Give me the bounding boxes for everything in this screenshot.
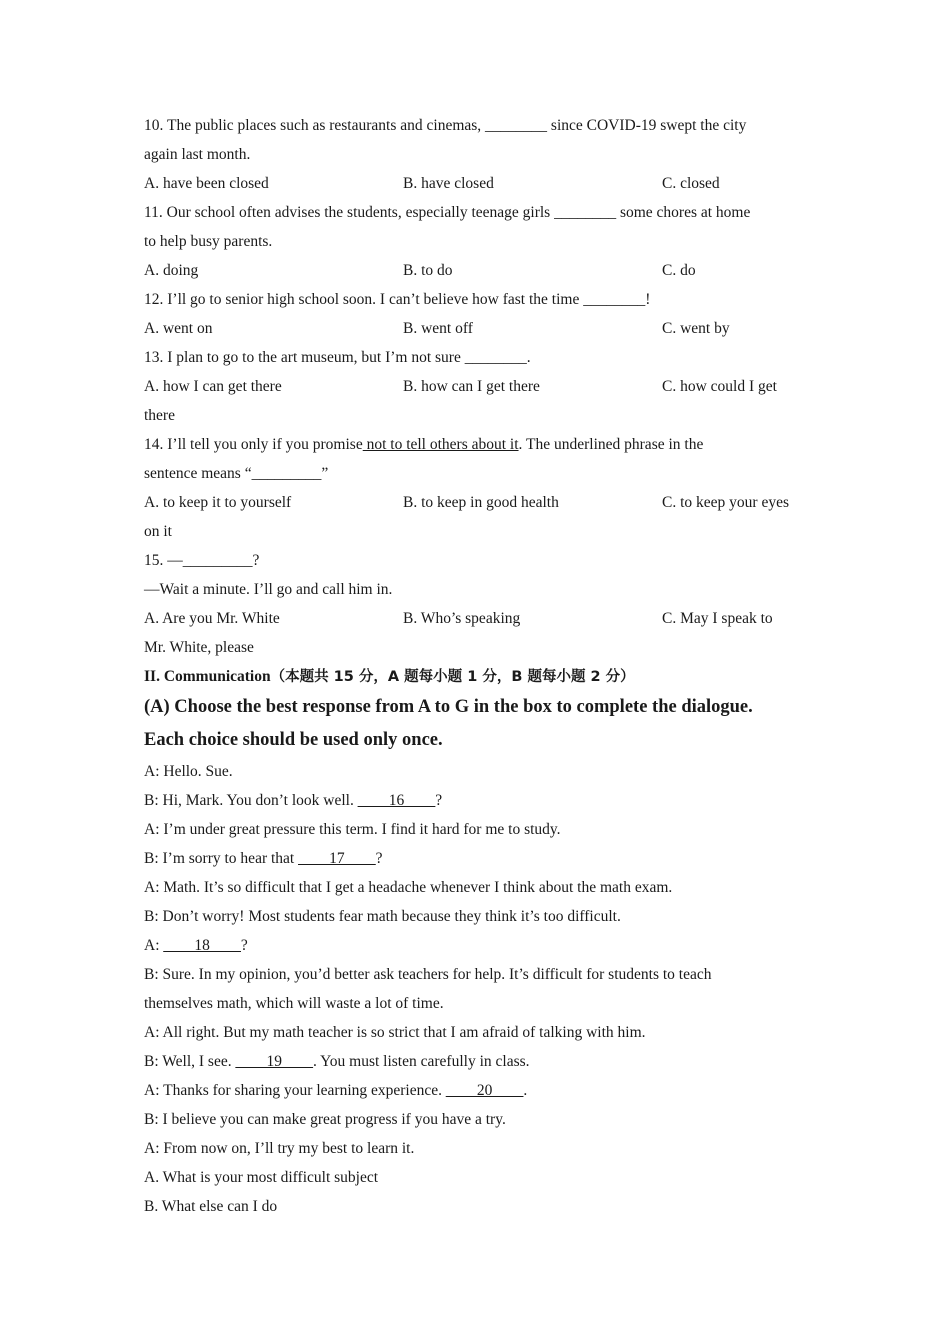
exam-page xyxy=(144,111,806,1221)
q10-option-a: A. have been closed xyxy=(144,175,269,192)
q11-option-b: B. to do xyxy=(403,262,453,279)
q15-response: —Wait a minute. I’ll go and call him in. xyxy=(144,581,393,598)
q14-stem-post: . The underlined phrase in the xyxy=(518,436,704,453)
q14-option-b: B. to keep in good health xyxy=(403,494,559,511)
dialogue-line xyxy=(144,931,806,960)
q10-option-c: C. closed xyxy=(662,175,720,192)
q10-stem-cont: again last month. xyxy=(144,146,251,163)
choice-b: B. What else can I do xyxy=(144,1198,278,1215)
q12-option-a: A. went on xyxy=(144,320,213,337)
q14-option-c: C. to keep your eyes xyxy=(662,494,789,511)
q12-option-b: B. went off xyxy=(403,320,473,337)
section-title xyxy=(144,662,806,691)
blank-19: ____19____ xyxy=(235,1053,313,1070)
dialogue-line xyxy=(144,844,806,873)
dialogue-text: A: Thanks for sharing your learning experience. xyxy=(144,1082,446,1099)
section-title-cn: （本题共 15 分，A 题每小题 1 分，B 题每小题 2 分） xyxy=(270,669,635,685)
q13-option-c-cont: there xyxy=(144,407,175,424)
q14-stem-cont: sentence means “_________” xyxy=(144,465,329,482)
dialogue-line: B: I believe you can make great progress if you have a try. xyxy=(144,1111,506,1128)
blank-16: ____16____ xyxy=(357,792,436,809)
dialogue-text: ? xyxy=(240,937,248,954)
q11-option-c: C. do xyxy=(662,262,696,279)
q13-option-b: B. how can I get there xyxy=(403,378,540,395)
dialogue-line: A: Math. It’s so difficult that I get a headache whenever I think about the math exam. xyxy=(144,879,673,896)
q10-stem: 10. The public places such as restaurants and cinemas, ________ since COVID-19 swept the city xyxy=(144,117,747,134)
q15-stem: 15. —_________? xyxy=(144,552,260,569)
q12-options xyxy=(144,314,806,343)
dialogue-text: A: xyxy=(144,937,164,954)
q12-stem: 12. I’ll go to senior high school soon. I can’t believe how fast the time ________! xyxy=(144,291,651,308)
dialogue-line: A: All right. But my math teacher is so strict that I am afraid of talking with him. xyxy=(144,1024,646,1041)
dialogue-line: A: From now on, I’ll try my best to learn it. xyxy=(144,1140,415,1157)
dialogue-text: ? xyxy=(375,850,383,867)
q13-options xyxy=(144,372,806,401)
q13-stem: 13. I plan to go to the art museum, but I’m not sure ________. xyxy=(144,349,531,366)
dialogue-text: B: Well, I see. xyxy=(144,1053,236,1070)
dialogue-line: A: Hello. Sue. xyxy=(144,763,233,780)
q14-option-a: A. to keep it to yourself xyxy=(144,494,292,511)
q14-stem-pre: 14. I’ll tell you only if you promise xyxy=(144,436,363,453)
q14-option-c-cont: on it xyxy=(144,523,172,540)
section-heading-line1: (A) Choose the best response from A to G in the box to complete the dialogue. xyxy=(144,697,753,717)
q15-option-c: C. May I speak to xyxy=(662,610,773,627)
q11-stem: 11. Our school often advises the students, especially teenage girls ________ some chores at home xyxy=(144,204,751,221)
q11-options xyxy=(144,256,806,285)
q14-underlined-phrase: not to tell others about it xyxy=(362,436,519,453)
q12-option-c: C. went by xyxy=(662,320,730,337)
q13-option-c: C. how could I get xyxy=(662,378,777,395)
blank-18: ____18____ xyxy=(163,937,241,954)
section-title-en: II. Communication xyxy=(144,668,271,685)
q10-options xyxy=(144,169,806,198)
dialogue-line: B: Sure. In my opinion, you’d better ask teachers for help. It’s difficult for students to teach xyxy=(144,966,712,983)
q15-option-b: B. Who’s speaking xyxy=(403,610,521,627)
dialogue-line: themselves math, which will waste a lot of time. xyxy=(144,995,444,1012)
dialogue-text: ? xyxy=(435,792,443,809)
blank-17: ____17____ xyxy=(298,850,376,867)
dialogue-text: . xyxy=(523,1082,528,1099)
q15-options xyxy=(144,604,806,633)
dialogue-line xyxy=(144,786,806,815)
choice-a: A. What is your most difficult subject xyxy=(144,1169,379,1186)
dialogue-line xyxy=(144,1047,806,1076)
dialogue-line: B: Don’t worry! Most students fear math because they think it’s too difficult. xyxy=(144,908,621,925)
q14-stem xyxy=(144,430,806,459)
dialogue-text: B: Hi, Mark. You don’t look well. xyxy=(144,792,358,809)
q14-options xyxy=(144,488,806,517)
section-heading-line2: Each choice should be used only once. xyxy=(144,730,443,750)
q11-stem-cont: to help busy parents. xyxy=(144,233,273,250)
dialogue-text: . You must listen carefully in class. xyxy=(312,1053,530,1070)
q15-option-c-cont: Mr. White, please xyxy=(144,639,254,656)
dialogue-text: B: I’m sorry to hear that xyxy=(144,850,299,867)
q15-option-a: A. Are you Mr. White xyxy=(144,610,280,627)
blank-20: ____20____ xyxy=(445,1082,524,1099)
q13-option-a: A. how I can get there xyxy=(144,378,282,395)
dialogue-line xyxy=(144,1076,806,1105)
q11-option-a: A. doing xyxy=(144,262,199,279)
q10-option-b: B. have closed xyxy=(403,175,494,192)
dialogue-line: A: I’m under great pressure this term. I find it hard for me to study. xyxy=(144,821,561,838)
